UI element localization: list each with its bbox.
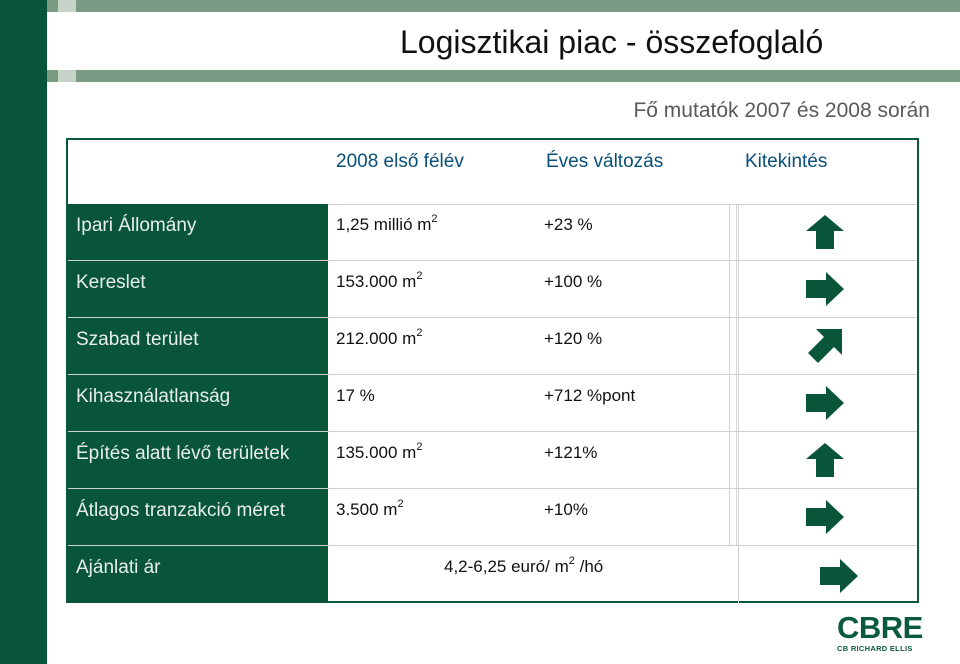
- row-value: 3.500 $m^2$: [336, 498, 404, 519]
- table-row: [68, 546, 917, 603]
- row-label: Kereslet: [76, 272, 146, 293]
- row-change: +712 %pont: [544, 386, 636, 405]
- row-label: Kihasználatlanság: [76, 386, 231, 407]
- row-value: 4,2-6,25 euró/ $m^2$ /hó: [444, 555, 604, 576]
- row-value: 212.000 $m^2$: [336, 327, 423, 348]
- summary-table: [66, 138, 919, 603]
- table-row: [68, 261, 917, 318]
- header-outlook: Kitekintés: [745, 151, 828, 172]
- title-rule: [47, 70, 960, 82]
- row-value: 17 %: [336, 386, 375, 405]
- row-value: 153.000 $m^2$: [336, 270, 423, 291]
- outlook-right-arrow-icon: [804, 270, 846, 308]
- row-change: +120 %: [544, 329, 603, 348]
- table-row: [68, 375, 917, 432]
- row-value: 1,25 millió $m^2$: [336, 213, 438, 234]
- row-label: Ipari Állomány: [76, 215, 197, 236]
- top-strip: [47, 0, 960, 12]
- table-row: [68, 318, 917, 375]
- row-value: 135.000 $m^2$: [336, 441, 423, 462]
- table-row: [68, 432, 917, 489]
- outlook-up-arrow-icon: [804, 441, 846, 479]
- row-label: Átlagos tranzakció méret: [76, 500, 286, 521]
- outlook-right-arrow-icon: [804, 498, 846, 536]
- logo-mark: CBRE: [837, 610, 923, 645]
- logo-subtitle: CB RICHARD ELLIS: [837, 644, 913, 653]
- table-header: [68, 140, 917, 205]
- left-brand-bar: [0, 0, 47, 664]
- row-label: Építés alatt lévő területek: [76, 443, 290, 464]
- outlook-right-arrow-icon: [818, 557, 860, 595]
- row-label: Szabad terület: [76, 329, 199, 350]
- header-annual-change: Éves változás: [546, 151, 664, 172]
- table-row: [68, 204, 917, 261]
- page-subtitle: Fő mutatók 2007 és 2008 során: [633, 99, 930, 122]
- outlook-up-arrow-icon: [804, 213, 846, 251]
- page-title: Logisztikai piac - összefoglaló: [400, 24, 824, 60]
- cbre-logo: [837, 612, 933, 652]
- table-row: [68, 489, 917, 546]
- row-change: +10%: [544, 500, 588, 519]
- header-first-half: 2008 első félév: [336, 151, 464, 172]
- row-change: +100 %: [544, 272, 603, 291]
- outlook-up-right-arrow-icon: [804, 327, 846, 365]
- outlook-right-arrow-icon: [804, 384, 846, 422]
- row-change: +23 %: [544, 215, 593, 234]
- row-label: Ajánlati ár: [76, 557, 161, 578]
- row-change: +121%: [544, 443, 598, 462]
